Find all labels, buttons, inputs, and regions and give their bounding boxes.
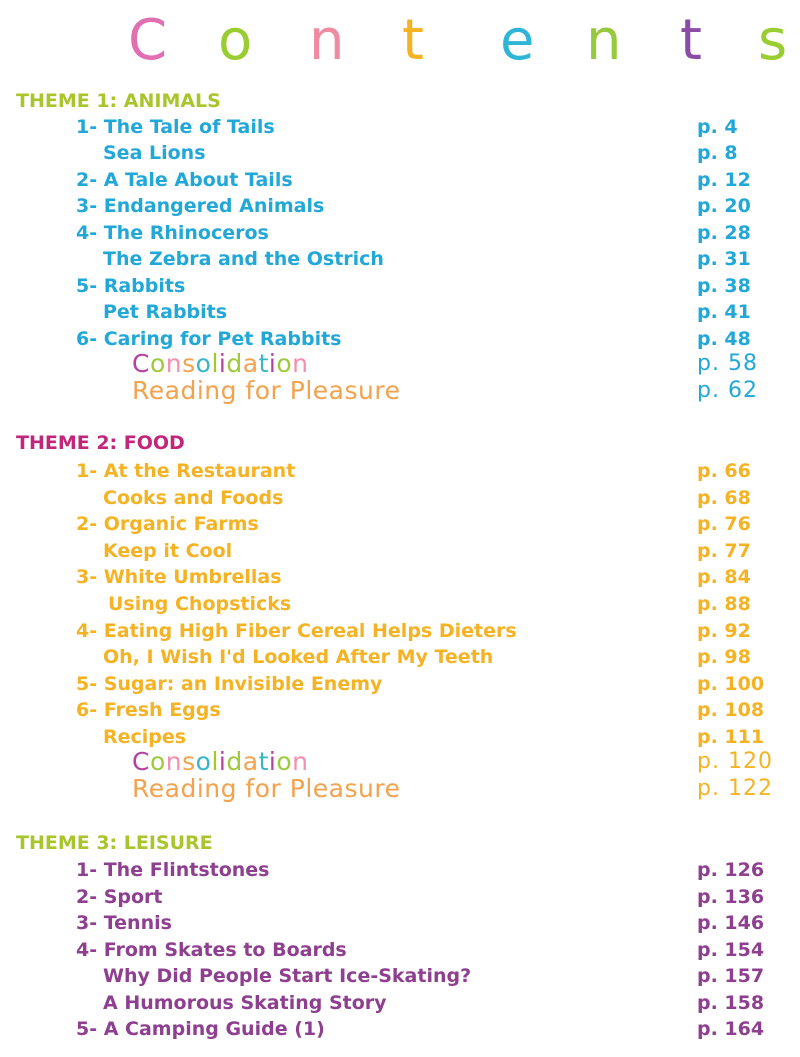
toc-entry-title: 3- Tennis xyxy=(76,912,172,934)
title-letter: e xyxy=(500,8,535,73)
theme-heading: THEME 3: LEISURE xyxy=(16,832,213,854)
toc-entry-title: 5- Sugar: an Invisible Enemy xyxy=(76,673,383,695)
toc-entry-reading[interactable] xyxy=(0,377,800,403)
toc-entry[interactable] xyxy=(0,140,800,166)
toc-entry-title: 4- From Skates to Boards xyxy=(76,939,347,961)
title-letter: s xyxy=(758,8,788,73)
toc-entry[interactable] xyxy=(0,724,800,750)
toc-entry-page: p. 48 xyxy=(697,328,751,350)
toc-entry[interactable] xyxy=(0,1016,800,1042)
toc-entry-page: p. 120 xyxy=(697,749,773,774)
toc-entry[interactable] xyxy=(0,644,800,670)
toc-entry-reading[interactable] xyxy=(0,775,800,801)
toc-entry-page: p. 41 xyxy=(697,301,751,323)
toc-entry-page: p. 62 xyxy=(697,378,758,403)
toc-entry[interactable] xyxy=(0,963,800,989)
toc-entry-title: Reading for Pleasure xyxy=(132,376,401,405)
toc-entry-title: Consolidation xyxy=(132,349,309,378)
title-letter: n xyxy=(309,8,345,73)
toc-entry[interactable] xyxy=(0,538,800,564)
toc-entry[interactable] xyxy=(0,458,800,484)
toc-entry[interactable] xyxy=(0,299,800,325)
toc-entry[interactable] xyxy=(0,220,800,246)
toc-entry[interactable] xyxy=(0,511,800,537)
toc-entry-page: p. 66 xyxy=(697,460,751,482)
toc-entry[interactable] xyxy=(0,884,800,910)
toc-entry-title: 3- White Umbrellas xyxy=(76,566,282,588)
toc-entry-page: p. 108 xyxy=(697,699,765,721)
toc-entry-page: p. 126 xyxy=(697,859,765,881)
toc-entry[interactable] xyxy=(0,937,800,963)
toc-entry[interactable] xyxy=(0,564,800,590)
toc-entry-title: Using Chopsticks xyxy=(108,593,292,615)
toc-entry-page: p. 8 xyxy=(697,142,738,164)
toc-entry-consolidation[interactable] xyxy=(0,748,800,774)
title-letter: C xyxy=(128,8,168,73)
toc-entry-page: p. 28 xyxy=(697,222,751,244)
toc-entry-consolidation[interactable] xyxy=(0,350,800,376)
toc-entry-title: 2- A Tale About Tails xyxy=(76,169,293,191)
toc-entry-title: A Humorous Skating Story xyxy=(103,992,387,1014)
title-letter: t xyxy=(680,8,702,73)
toc-entry-title: Keep it Cool xyxy=(103,540,233,562)
title-letter: n xyxy=(586,8,622,73)
toc-entry-page: p. 77 xyxy=(697,540,751,562)
toc-entry-page: p. 38 xyxy=(697,275,751,297)
theme-heading: THEME 1: ANIMALS xyxy=(16,90,221,112)
toc-entry-page: p. 146 xyxy=(697,912,765,934)
toc-entry[interactable] xyxy=(0,990,800,1016)
toc-entry-page: p. 76 xyxy=(697,513,751,535)
theme-heading: THEME 2: FOOD xyxy=(16,432,185,454)
toc-entry-page: p. 98 xyxy=(697,646,751,668)
toc-entry-page: p. 164 xyxy=(697,1018,765,1040)
toc-entry-title: Pet Rabbits xyxy=(103,301,228,323)
toc-entry-page: p. 12 xyxy=(697,169,751,191)
toc-entry-page: p. 154 xyxy=(697,939,765,961)
toc-entry-page: p. 136 xyxy=(697,886,765,908)
toc-entry-title: Oh, I Wish I'd Looked After My Teeth xyxy=(103,646,494,668)
toc-entry-page: p. 157 xyxy=(697,965,765,987)
toc-entry-title: 2- Organic Farms xyxy=(76,513,259,535)
toc-entry-title: 5- Rabbits xyxy=(76,275,186,297)
toc-entry-page: p. 92 xyxy=(697,620,751,642)
toc-entry-page: p. 4 xyxy=(697,116,738,138)
toc-entry-title: Why Did People Start Ice-Skating? xyxy=(103,965,472,987)
toc-entry[interactable] xyxy=(0,114,800,140)
toc-entry-page: p. 158 xyxy=(697,992,765,1014)
toc-entry[interactable] xyxy=(0,326,800,352)
toc-entry[interactable] xyxy=(0,671,800,697)
toc-entry[interactable] xyxy=(0,246,800,272)
toc-entry-title: 6- Caring for Pet Rabbits xyxy=(76,328,342,350)
toc-entry-page: p. 88 xyxy=(697,593,751,615)
toc-entry[interactable] xyxy=(0,485,800,511)
title-letter: t xyxy=(402,8,424,73)
toc-entry-page: p. 100 xyxy=(697,673,765,695)
toc-entry-title: Sea Lions xyxy=(103,142,206,164)
toc-entry-title: 2- Sport xyxy=(76,886,163,908)
toc-entry-title: 3- Endangered Animals xyxy=(76,195,325,217)
toc-entry-page: p. 111 xyxy=(697,726,765,748)
toc-entry-title: Reading for Pleasure xyxy=(132,774,401,803)
toc-entry-title: 4- The Rhinoceros xyxy=(76,222,269,244)
toc-entry-title: 1- At the Restaurant xyxy=(76,460,296,482)
toc-entry[interactable] xyxy=(0,591,800,617)
toc-entry-title: 4- Eating High Fiber Cereal Helps Dieters xyxy=(76,620,517,642)
toc-entry-page: p. 20 xyxy=(697,195,751,217)
toc-entry-page: p. 31 xyxy=(697,248,751,270)
toc-entry[interactable] xyxy=(0,193,800,219)
toc-entry-title: Consolidation xyxy=(132,747,309,776)
page-title xyxy=(0,6,800,76)
toc-entry-page: p. 84 xyxy=(697,566,751,588)
title-letter: o xyxy=(218,8,253,73)
toc-entry-title: 1- The Flintstones xyxy=(76,859,270,881)
toc-entry-page: p. 58 xyxy=(697,351,758,376)
toc-entry[interactable] xyxy=(0,910,800,936)
toc-entry[interactable] xyxy=(0,273,800,299)
toc-entry[interactable] xyxy=(0,697,800,723)
toc-entry-title: 5- A Camping Guide (1) xyxy=(76,1018,325,1040)
toc-entry[interactable] xyxy=(0,618,800,644)
toc-entry-title: 1- The Tale of Tails xyxy=(76,116,275,138)
toc-entry[interactable] xyxy=(0,167,800,193)
toc-entry-page: p. 68 xyxy=(697,487,751,509)
toc-entry-title: Recipes xyxy=(103,726,187,748)
toc-entry[interactable] xyxy=(0,857,800,883)
toc-entry-title: The Zebra and the Ostrich xyxy=(103,248,384,270)
toc-entry-title: 6- Fresh Eggs xyxy=(76,699,221,721)
toc-entry-page: p. 122 xyxy=(697,776,773,801)
toc-entry-title: Cooks and Foods xyxy=(103,487,284,509)
